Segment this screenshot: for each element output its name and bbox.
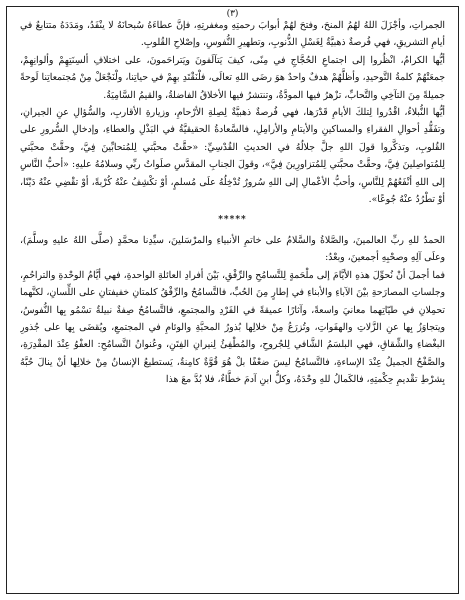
page-number: (٣) — [226, 9, 239, 19]
paragraph-1: الجمراتِ، وأجْزَلَ اللهُ لهُمُ المنحَ، وفتحَ لهُمْ أبوابَ رحمتِهِ ومغفرتِهِ، فإنَّ عطاءَهُ سُبحانَهُ لا ينْفَدُ، ومَدَدَهُ متتابعٌ في أيامِ التشريقِ، فهي فُرصةٌ ذهبيَّةٌ لِغَسْلِ الذُّنوبِ، وتطهيرِ النُّفوسِ، وإصْلاحِ القُلوبِ. — [20, 20, 445, 49]
paragraph-5: فما أجملَ أنْ نُحوِّلَ هذهِ الأيَّامَ إلى ملْحَمةٍ لِلتَّسامُحِ والرِّفْقِ، بَيْنَ أفرادِ العائلةِ الواحدةِ، فهي أيَّامُ الوحْدةِ والتراحُمِ، وجلساتِ المصارَحةِ بيْنَ الآباءِ والأبناءِ في إطارٍ مِنَ الحُبِّ، فالتَّسامُحُ والرِّفْقُ كلمتانِ خفيفتانِ على اللِّسانِ، لكنَّهما تحمِلانِ في طيّاتِهما معانيَ واسعةً، وآثارًا عميقةً في الفَرْدِ والمجتمعِ، فالتَّسامُحُ صِفةٌ نبيلةٌ تسْمُو بِها النُّفوسُ، ويتجاوَزُ بِها عنِ الزَّلاتِ والهفَواتِ، وتُزرَعُ مِنْ خلالِها بُذورُ المحبَّةِ والوئامِ في المجتمعِ، ويُقضَى بِها على جُذورِ البغْضاءِ والشِّقاقِ، فهي البلسَمُ الشَّافي لِلجُروحِ، والمُطْفِئُ لِنيرانِ الفِتَنِ، وعُنوانُ التَّسامُحِ: العفْوُ عِنْدَ المقْدِرَةِ، والصَّفْحُ الجميلُ عِنْدَ الإساءةِ، فالتَّسامُحُ ليسَ ضعْفًا بلْ هُوَ قُوَّةٌ كامِنةٌ، يَستطيعُ الإنسانُ مِنْ خلالِها أنْ ينالَ حُبَّهُ بِشرْطِ تقْديمِ حِكْمتِهِ، فالكَمالُ للهِ وحْدَهُ، وكلُّ ابنِ آدمَ خطَّاءٌ، فلا بُدَّ معَ هذا — [20, 269, 445, 386]
section-divider: ***** — [218, 215, 247, 226]
page-content — [20, 17, 445, 587]
paragraph-4: الحمدُ للهِ ربِّ العالمينَ، والصَّلاةُ والسَّلامُ على خاتمِ الأنبياءِ والمرْسَلينَ، سيِّدِنا محمَّدٍ (صلَّى اللهُ عليهِ وسلَّمَ)، وعلَى آلِهِ وصحْبِهِ أجمعينَ، وبعْدُ: — [20, 234, 445, 264]
page-frame — [6, 6, 459, 594]
paragraph-3: أيُّها النُّبلاءُ، اقْدُروا لِتلكَ الأيامِ قَدْرَها، فهي فُرصةٌ ذهبيَّةٌ لِصِلةِ الأرْحامِ، وزيارةِ الأقاربِ، والسُّؤالِ عنِ الجيرانِ، وتفَقُّدِ أحوالِ الفقراءِ والمساكينِ والأيتامِ والأرامِلِ، فالسَّعادةُ الحقيقيَّةُ في البَذْلِ والعطاءِ، وإدخالِ السُّرورِ على القُلوبِ، وتذكَّروا قولَ اللهِ جلَّ جلالُهُ في الحديثِ القُدْسِيِّ: «حقَّتْ محبَّتي لِلمُتحابِّينَ فِيَّ، وحقَّتْ محبَّتي لِلمُتواصِلينَ فِيَّ، وحقَّتْ محبَّتي لِلمُتزاورِينَ فِيَّ»، وقولَ الجنابِ المقدَّسِ صلَواتُ ربِّي وسلامُهُ عليهِ: «أحبُّ النَّاسِ إلى اللهِ أنْفَعُهُمْ لِلنَّاسِ، وأحبُّ الأعْمالِ إلى اللهِ سُرورٌ تُدْخِلُهُ علَى مُسلمٍ، أوْ تكْشِفُ عنْهُ كُرْبةً، أوْ تقْضِي عنْهُ دَيْنًا، أوْ تطْرُدُ عنْهُ جُوعًا». — [20, 107, 445, 206]
paragraph-2: أيُّها الكرامُ، انْظُروا إلى اجتماعِ الحُجَّاجِ في مِنًى، كيفَ يَتآلَفونَ ويَتراحَمونَ، على اختلافِ ألسِنَتِهِمْ وألوانِهِمْ، جمعَتْهُمْ كلمةُ التَّوحيدِ، وأظلَّهُمْ هدفٌ واحدٌ هوَ رضَى اللهِ تعالَى، فلْنَقْتَدِ بهِمْ في حياتِنا، ولْنَجْعَلْ مِنْ مُجتمعاتِنا لَوحةً جميلةً مِنَ التآخِي والتَّحابِّ، تزْهرُ فيها المودَّةُ، وتنتشرُ فيها الأخلاقُ الفاضلةُ، والقيمُ السَّامِيَةُ. — [20, 54, 445, 101]
